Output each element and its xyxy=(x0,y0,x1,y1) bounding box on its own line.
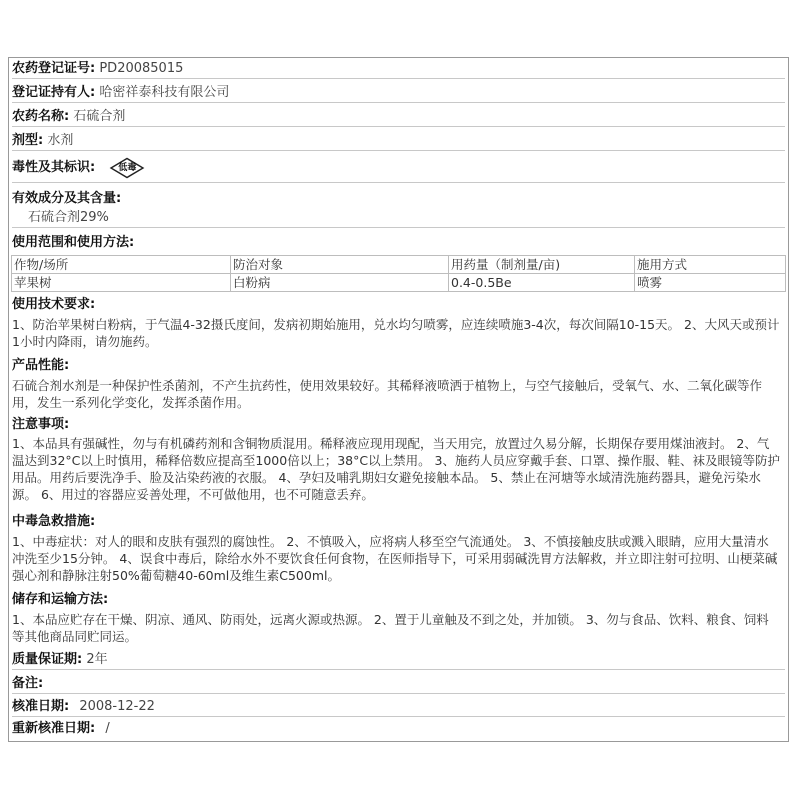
storage-text: 1、本品应贮存在干燥、阴凉、通风、防雨处，远离火源或热源。 2、置于儿童触及不到之处，并加锁。 3、勿与食品、饮料、粮食、饲料等其他商品同贮同运。 xyxy=(12,612,769,644)
precautions-label: 注意事项: xyxy=(12,417,70,432)
approval-date-label: 核准日期: xyxy=(12,699,70,714)
usage-heading-row xyxy=(12,234,785,252)
ingredient-label: 有效成分及其含量: xyxy=(12,191,122,206)
registration-number-label: 农药登记证号: xyxy=(12,61,96,76)
shelf-life-label: 质量保证期: xyxy=(12,652,83,667)
remarks-row xyxy=(12,675,785,694)
pesticide-label-card xyxy=(8,57,789,742)
toxicity-row xyxy=(12,154,785,183)
approval-date-value: 2008-12-22 xyxy=(79,699,155,714)
low-toxicity-mark-icon xyxy=(109,157,145,179)
holder-value: 哈密祥泰科技有限公司 xyxy=(99,85,230,100)
reapproval-date-value: / xyxy=(105,721,110,736)
performance-heading-row xyxy=(12,357,785,375)
shelf-life-value: 2年 xyxy=(86,652,108,667)
storage-heading-row xyxy=(12,591,785,609)
reapproval-date-label: 重新核准日期: xyxy=(12,721,96,736)
precautions-heading-row xyxy=(12,416,785,434)
shelf-life-row xyxy=(12,651,785,670)
pesticide-name-value: 石硫合剂 xyxy=(73,109,126,124)
formulation-value: 水剂 xyxy=(47,133,74,148)
approval-date-row xyxy=(12,698,785,717)
ingredient-value-row xyxy=(12,209,785,228)
formulation-row xyxy=(12,132,785,151)
cell-crop: 苹果树 xyxy=(12,274,231,292)
holder-label: 登记证持有人: xyxy=(12,85,96,100)
performance-label: 产品性能: xyxy=(12,358,70,373)
usage-label: 使用范围和使用方法: xyxy=(12,235,135,250)
header-target: 防治对象 xyxy=(231,256,449,274)
technical-heading-row xyxy=(12,296,785,314)
formulation-label: 剂型: xyxy=(12,133,44,148)
remarks-label: 备注: xyxy=(12,676,44,691)
reapproval-date-row xyxy=(12,720,785,738)
cell-method: 喷雾 xyxy=(635,274,786,292)
performance-text: 石硫合剂水剂是一种保护性杀菌剂，不产生抗药性，使用效果较好。其稀释液喷洒于植物上，与空气接触后，受氧气、水、二氧化碳等作用，发生一系列化学变化，发挥杀菌作用。 xyxy=(12,378,763,410)
first-aid-text: 1、中毒症状：对人的眼和皮肤有强烈的腐蚀性。 2、不慎吸入，应将病人移至空气流通处。 3、不慎接触皮肤或溅入眼睛，应用大量清水冲洗至少15分钟。 4、误食中毒后，除给水外不要饮食任何食物，在医师指导下，可采用弱碱洗胃方法解救，并立即注射可拉明、山梗菜碱强心剂和静脉注射50%葡萄糖40-60ml及维生素C500ml。 xyxy=(12,534,778,583)
storage-label: 储存和运输方法: xyxy=(12,592,109,607)
toxicity-mark-text: 低毒 xyxy=(118,162,137,173)
first-aid-label: 中毒急救措施: xyxy=(12,514,96,529)
cell-target: 白粉病 xyxy=(231,274,449,292)
table-row xyxy=(12,274,786,292)
header-dosage: 用药量（制剂量/亩) xyxy=(449,256,635,274)
toxicity-label: 毒性及其标识: xyxy=(12,160,96,175)
ingredient-value: 石硫合剂29% xyxy=(28,210,109,225)
technical-label: 使用技术要求: xyxy=(12,297,96,312)
holder-row xyxy=(12,84,785,103)
header-method: 施用方式 xyxy=(635,256,786,274)
first-aid-heading-row xyxy=(12,513,785,531)
technical-text: 1、防治苹果树白粉病，于气温4-32摄氏度间，发病初期始施用，兑水均匀喷雾，应连续喷施3-4次，每次间隔10-15天。 2、大风天或预计1小时内降雨，请勿施药。 xyxy=(12,317,780,349)
pesticide-name-label: 农药名称: xyxy=(12,109,70,124)
usage-table xyxy=(11,255,786,292)
pesticide-name-row xyxy=(12,108,785,127)
ingredient-heading-row xyxy=(12,190,785,208)
registration-number-row xyxy=(12,60,785,79)
usage-table-header xyxy=(12,256,786,274)
precautions-text: 1、本品具有强碱性，勿与有机磷药剂和含铜物质混用。稀释液应现用现配，当天用完，放置过久易分解，长期保存要用煤油液封。 2、气温达到32°C以上时慎用，稀释倍数应提高至1000倍以上；38°C以上禁用。 3、施药人员应穿戴手套、口罩、操作服、鞋、袜及眼镜等防护用品。用药后要洗净手、脸及沾染药液的衣服。 4、孕妇及哺乳期妇女避免接触本品。 5、禁止在河塘等水域清洗施药器具，避免污染水源。 6、用过的容器应妥善处理，不可做他用，也不可随意丢弃。 xyxy=(12,436,781,502)
registration-number-value: PD20085015 xyxy=(99,61,184,76)
header-crop: 作物/场所 xyxy=(12,256,231,274)
cell-dosage: 0.4-0.5Be xyxy=(449,274,635,292)
